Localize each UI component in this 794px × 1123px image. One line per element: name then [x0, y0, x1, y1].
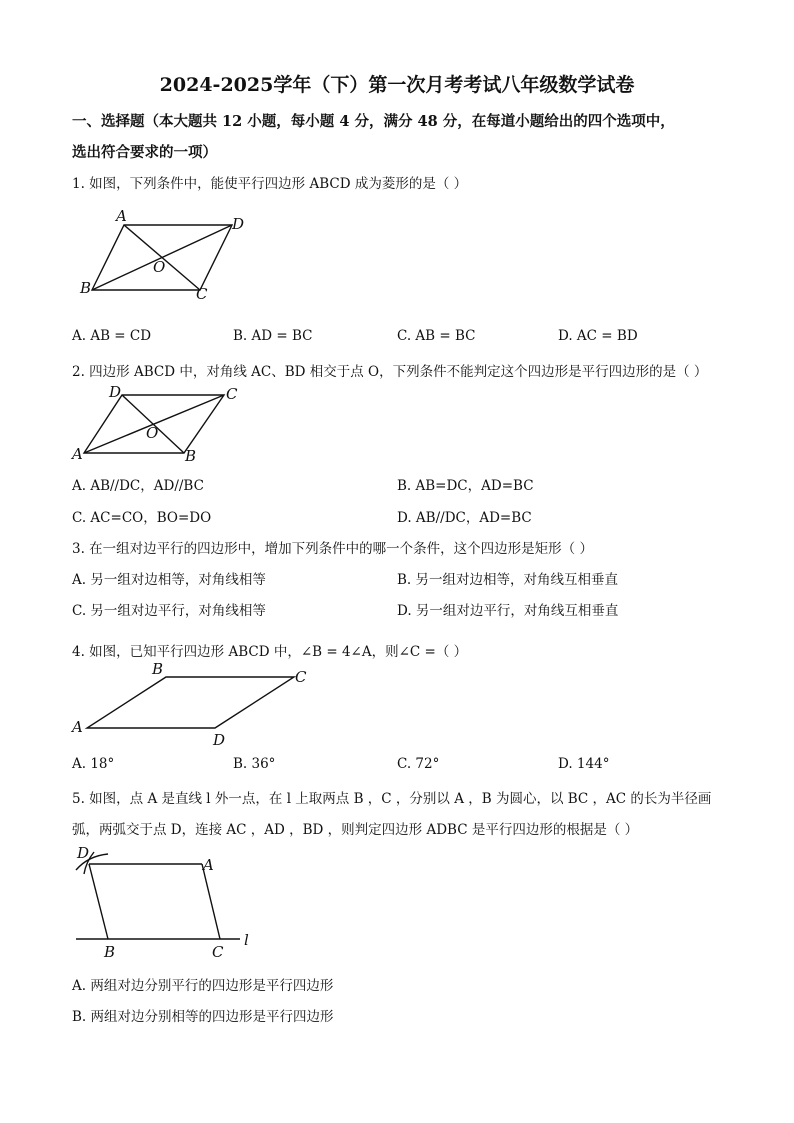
label-c: C	[196, 285, 208, 303]
label-d: D	[213, 731, 226, 749]
question-2-figure	[72, 383, 252, 468]
question-2-option-d[interactable]: D. AB//DC，AD=BC	[397, 510, 532, 526]
page-title: 2024-2025学年（下）第一次月考考试八年级数学试卷	[159, 74, 635, 96]
question-1-option-a[interactable]: A. AB = CD	[72, 328, 152, 344]
question-4-option-a[interactable]: A. 18°	[72, 756, 115, 772]
question-5-option-a[interactable]: A. 两组对边分别平行的四边形是平行四边形	[72, 978, 334, 994]
label-c: C	[295, 668, 307, 686]
segment-db	[89, 864, 108, 939]
question-2-stem: 2. 四边形 ABCD 中，对角线 AC、BD 相交于点 O，下列条件不能判定这个四边形是平行四边形的是（ ）	[72, 364, 708, 380]
section-heading-line2: 选出符合要求的一项）	[72, 144, 217, 161]
label-l: l	[244, 931, 249, 949]
question-5-option-b[interactable]: B. 两组对边分别相等的四边形是平行四边形	[72, 1009, 334, 1025]
segment-ac	[202, 864, 220, 939]
question-2-option-c[interactable]: C. AC=CO，BO=DO	[72, 510, 212, 526]
question-1-figure	[72, 205, 262, 305]
question-4-figure	[72, 660, 322, 750]
label-b: B	[185, 447, 197, 465]
question-3-option-a[interactable]: A. 另一组对边相等，对角线相等	[72, 572, 266, 588]
label-o: O	[153, 258, 166, 276]
question-1-option-c[interactable]: C. AB = BC	[397, 328, 476, 344]
question-3-option-d[interactable]: D. 另一组对边平行，对角线互相垂直	[397, 603, 619, 619]
question-3-option-b[interactable]: B. 另一组对边相等，对角线互相垂直	[397, 572, 619, 588]
question-2-option-b[interactable]: B. AB=DC，AD=BC	[397, 478, 534, 494]
question-1-option-b[interactable]: B. AD = BC	[233, 328, 313, 344]
question-3-option-c[interactable]: C. 另一组对边平行，对角线相等	[72, 603, 266, 619]
section-heading-line1: 一、选择题（本大题共 12 小题，每小题 4 分，满分 48 分，在每道小题给出的四个选项中，	[72, 113, 675, 130]
label-d: D	[232, 215, 245, 233]
question-3-stem: 3. 在一组对边平行的四边形中，增加下列条件中的哪一个条件，这个四边形是矩形（ ）	[72, 541, 593, 557]
label-b: B	[152, 660, 164, 678]
question-4-option-c[interactable]: C. 72°	[397, 756, 440, 772]
question-1-stem: 1. 如图，下列条件中，能使平行四边形 ABCD 成为菱形的是（ ）	[72, 176, 468, 192]
label-a: A	[72, 445, 83, 463]
question-2-option-a[interactable]: A. AB//DC，AD//BC	[72, 478, 204, 494]
question-4-option-b[interactable]: B. 36°	[233, 756, 276, 772]
question-5-figure	[72, 840, 267, 965]
question-4-stem: 4. 如图，已知平行四边形 ABCD 中，∠B = 4∠A，则∠C =（ ）	[72, 644, 468, 660]
label-o: O	[146, 424, 159, 442]
question-1-option-d[interactable]: D. AC = BD	[558, 328, 638, 344]
label-a: A	[72, 718, 83, 736]
question-5-stem-line1: 5. 如图，点 A 是直线 l 外一点，在 l 上取两点 B ，C ，分别以 A ，B 为圆心，以 BC ，AC 的长为半径画	[72, 791, 712, 807]
label-b: B	[104, 943, 116, 961]
label-d: D	[109, 383, 122, 401]
label-c: C	[226, 385, 238, 403]
question-4-option-d[interactable]: D. 144°	[558, 756, 610, 772]
parallelogram-abcd	[87, 677, 294, 728]
label-b: B	[80, 279, 92, 297]
label-c: C	[212, 943, 224, 961]
label-d: D	[77, 844, 90, 862]
question-5-stem-line2: 弧，两弧交于点 D，连接 AC ，AD ，BD ，则判定四边形 ADBC 是平行四边形的根据是（ ）	[72, 822, 639, 838]
label-a: A	[203, 856, 214, 874]
label-a: A	[116, 207, 127, 225]
